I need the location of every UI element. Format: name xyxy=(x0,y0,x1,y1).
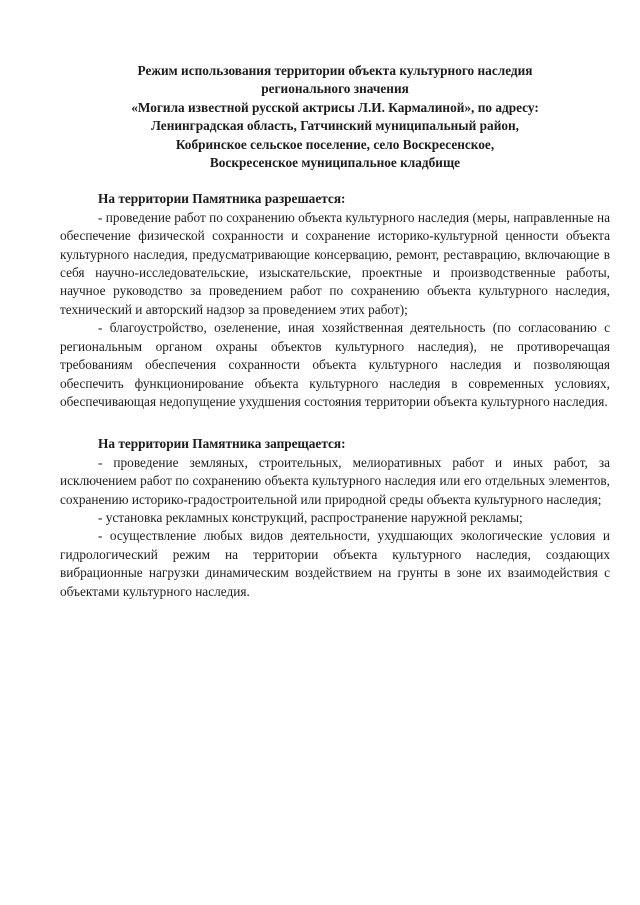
document-title xyxy=(60,62,610,172)
prohibited-item: - осуществление любых видов деятельности, ухудшающих экологические условия и гидрологический режим на территории объекта культурного наследия, создающих вибрационные нагрузки динамическим воздействием на грунты в зоне их взаимодействия с объектами культурного наследия. xyxy=(60,528,610,599)
prohibited-heading: На территории Памятника запрещается: xyxy=(98,436,346,452)
title-line: Режим использования территории объекта культурного наследия xyxy=(137,63,533,78)
prohibited-section xyxy=(60,435,610,601)
document-page xyxy=(60,62,610,601)
title-line: Кобринское сельское поселение, село Воскресенское, xyxy=(175,136,495,152)
allowed-item: - проведение работ по сохранению объекта культурного наследия (меры, направленные на обеспечение физической сохранности и сохранение историко-культурной ценности объекта культурного наследия, предусматривающие консервацию, ремонт, реставрацию, включающие в себя научно-исследовательские, изыскательские, проектные и производственные работы, научное руководство за проведением работ по сохранению объекта культурного наследия, технический и авторский надзор за проведением этих работ); xyxy=(60,209,610,317)
title-line: «Могила известной русской актрисы Л.И. Кармалиной», по адресу: xyxy=(131,99,539,115)
title-line: Воскресенское муниципальное кладбище xyxy=(209,155,461,171)
prohibited-item: - проведение земляных, строительных, мелиоративных работ и иных работ, за исключением работ по сохранению объекта культурного наследия или его отдельных элементов, сохранению историко-градостроительной или природной среды объекта культурного наследия; xyxy=(60,454,610,507)
allowed-heading: На территории Памятника разрешается: xyxy=(98,191,346,207)
prohibited-item: - установка рекламных конструкций, распространение наружной рекламы; xyxy=(98,509,523,525)
title-line: регионального значения xyxy=(261,81,409,97)
allowed-section xyxy=(60,190,610,411)
allowed-item: - благоустройство, озеленение, иная хозяйственная деятельность (по согласованию с региональным органом охраны объектов культурного наследия), не противоречащая требованиям обеспечения сохранности объекта культурного наследия и позволяющая обеспечить функционирование объекта культурного наследия в современных условиях, обеспечивающая недопущение ухудшения состояния территории объекта культурного наследия. xyxy=(60,320,610,409)
title-line: Ленинградская область, Гатчинский муниципальный район, xyxy=(150,118,520,134)
